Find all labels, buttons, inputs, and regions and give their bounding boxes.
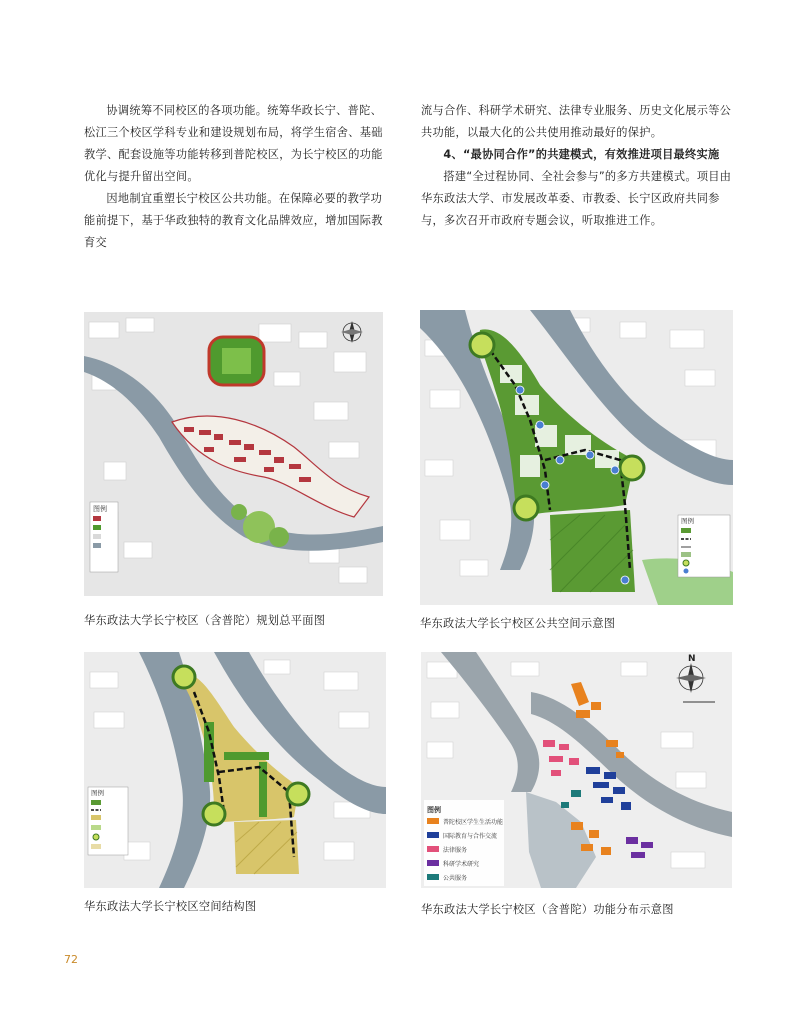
figure-public-space <box>420 310 733 605</box>
caption-master-plan: 华东政法大学长宁校区（含普陀）规划总平面图 <box>84 614 326 627</box>
legend-label: 普陀校区学生生活功能 <box>443 819 504 826</box>
paragraph: 协调统筹不同校区的各项功能。统筹华政长宁、普陀、松江三个校区学科专业和建设规划布局，将学生宿舍、基础教学、配套设施等功能转移到普陀校区，为长宁校区的功能优化与提升留出空间。 <box>84 104 383 183</box>
figure-spatial-structure <box>84 652 386 888</box>
left-text-column <box>84 100 390 254</box>
compass-label: N <box>688 654 696 664</box>
section-heading: 4、“最协同合作”的共建模式，有效推进项目最终实施 <box>443 148 720 161</box>
master-plan-map <box>84 312 383 596</box>
legend-title: 图例 <box>93 505 107 513</box>
legend-title: 图例 <box>681 517 694 525</box>
legend-label: 国际教育与合作交流 <box>443 833 498 840</box>
paragraph: 因地制宜重塑长宁校区公共功能。在保障必要的教学功能前提下，基于华政独特的教育文化品牌效应，增加国际教育交 <box>84 192 383 249</box>
figure-function-distribution <box>421 652 732 888</box>
right-text-column <box>421 100 736 232</box>
legend-label: 法律服务 <box>443 847 468 854</box>
paragraph-continued: 流与合作、科研学术研究、法律专业服务、历史文化展示等公共功能，以最大化的公共使用推动最好的保护。 <box>421 104 732 139</box>
legend-label: 公共服务 <box>443 875 468 882</box>
page-number: 72 <box>64 953 78 966</box>
legend-swatch <box>427 818 439 824</box>
spatial-structure-map <box>84 652 386 888</box>
legend-title: 图例 <box>427 806 441 814</box>
legend-label: 科研学术研究 <box>443 861 480 868</box>
legend-title: 图例 <box>91 789 104 797</box>
public-space-map <box>420 310 733 605</box>
legend-swatch <box>427 832 439 838</box>
caption-spatial-structure: 华东政法大学长宁校区空间结构图 <box>84 900 257 913</box>
function-distribution-map <box>421 652 732 888</box>
legend-swatch <box>427 860 439 866</box>
paragraph: 搭建“全过程协同、全社会参与”的多方共建模式。项目由华东政法大学、市发展改革委、市教委、长宁区政府共同参与，多次召开市政府专题会议，听取推进工作。 <box>421 170 732 227</box>
caption-public-space: 华东政法大学长宁校区公共空间示意图 <box>420 617 616 630</box>
legend-swatch <box>427 846 439 852</box>
figure-master-plan <box>84 312 383 596</box>
caption-function-distribution: 华东政法大学长宁校区（含普陀）功能分布示意图 <box>421 903 674 916</box>
legend-swatch <box>427 874 439 880</box>
